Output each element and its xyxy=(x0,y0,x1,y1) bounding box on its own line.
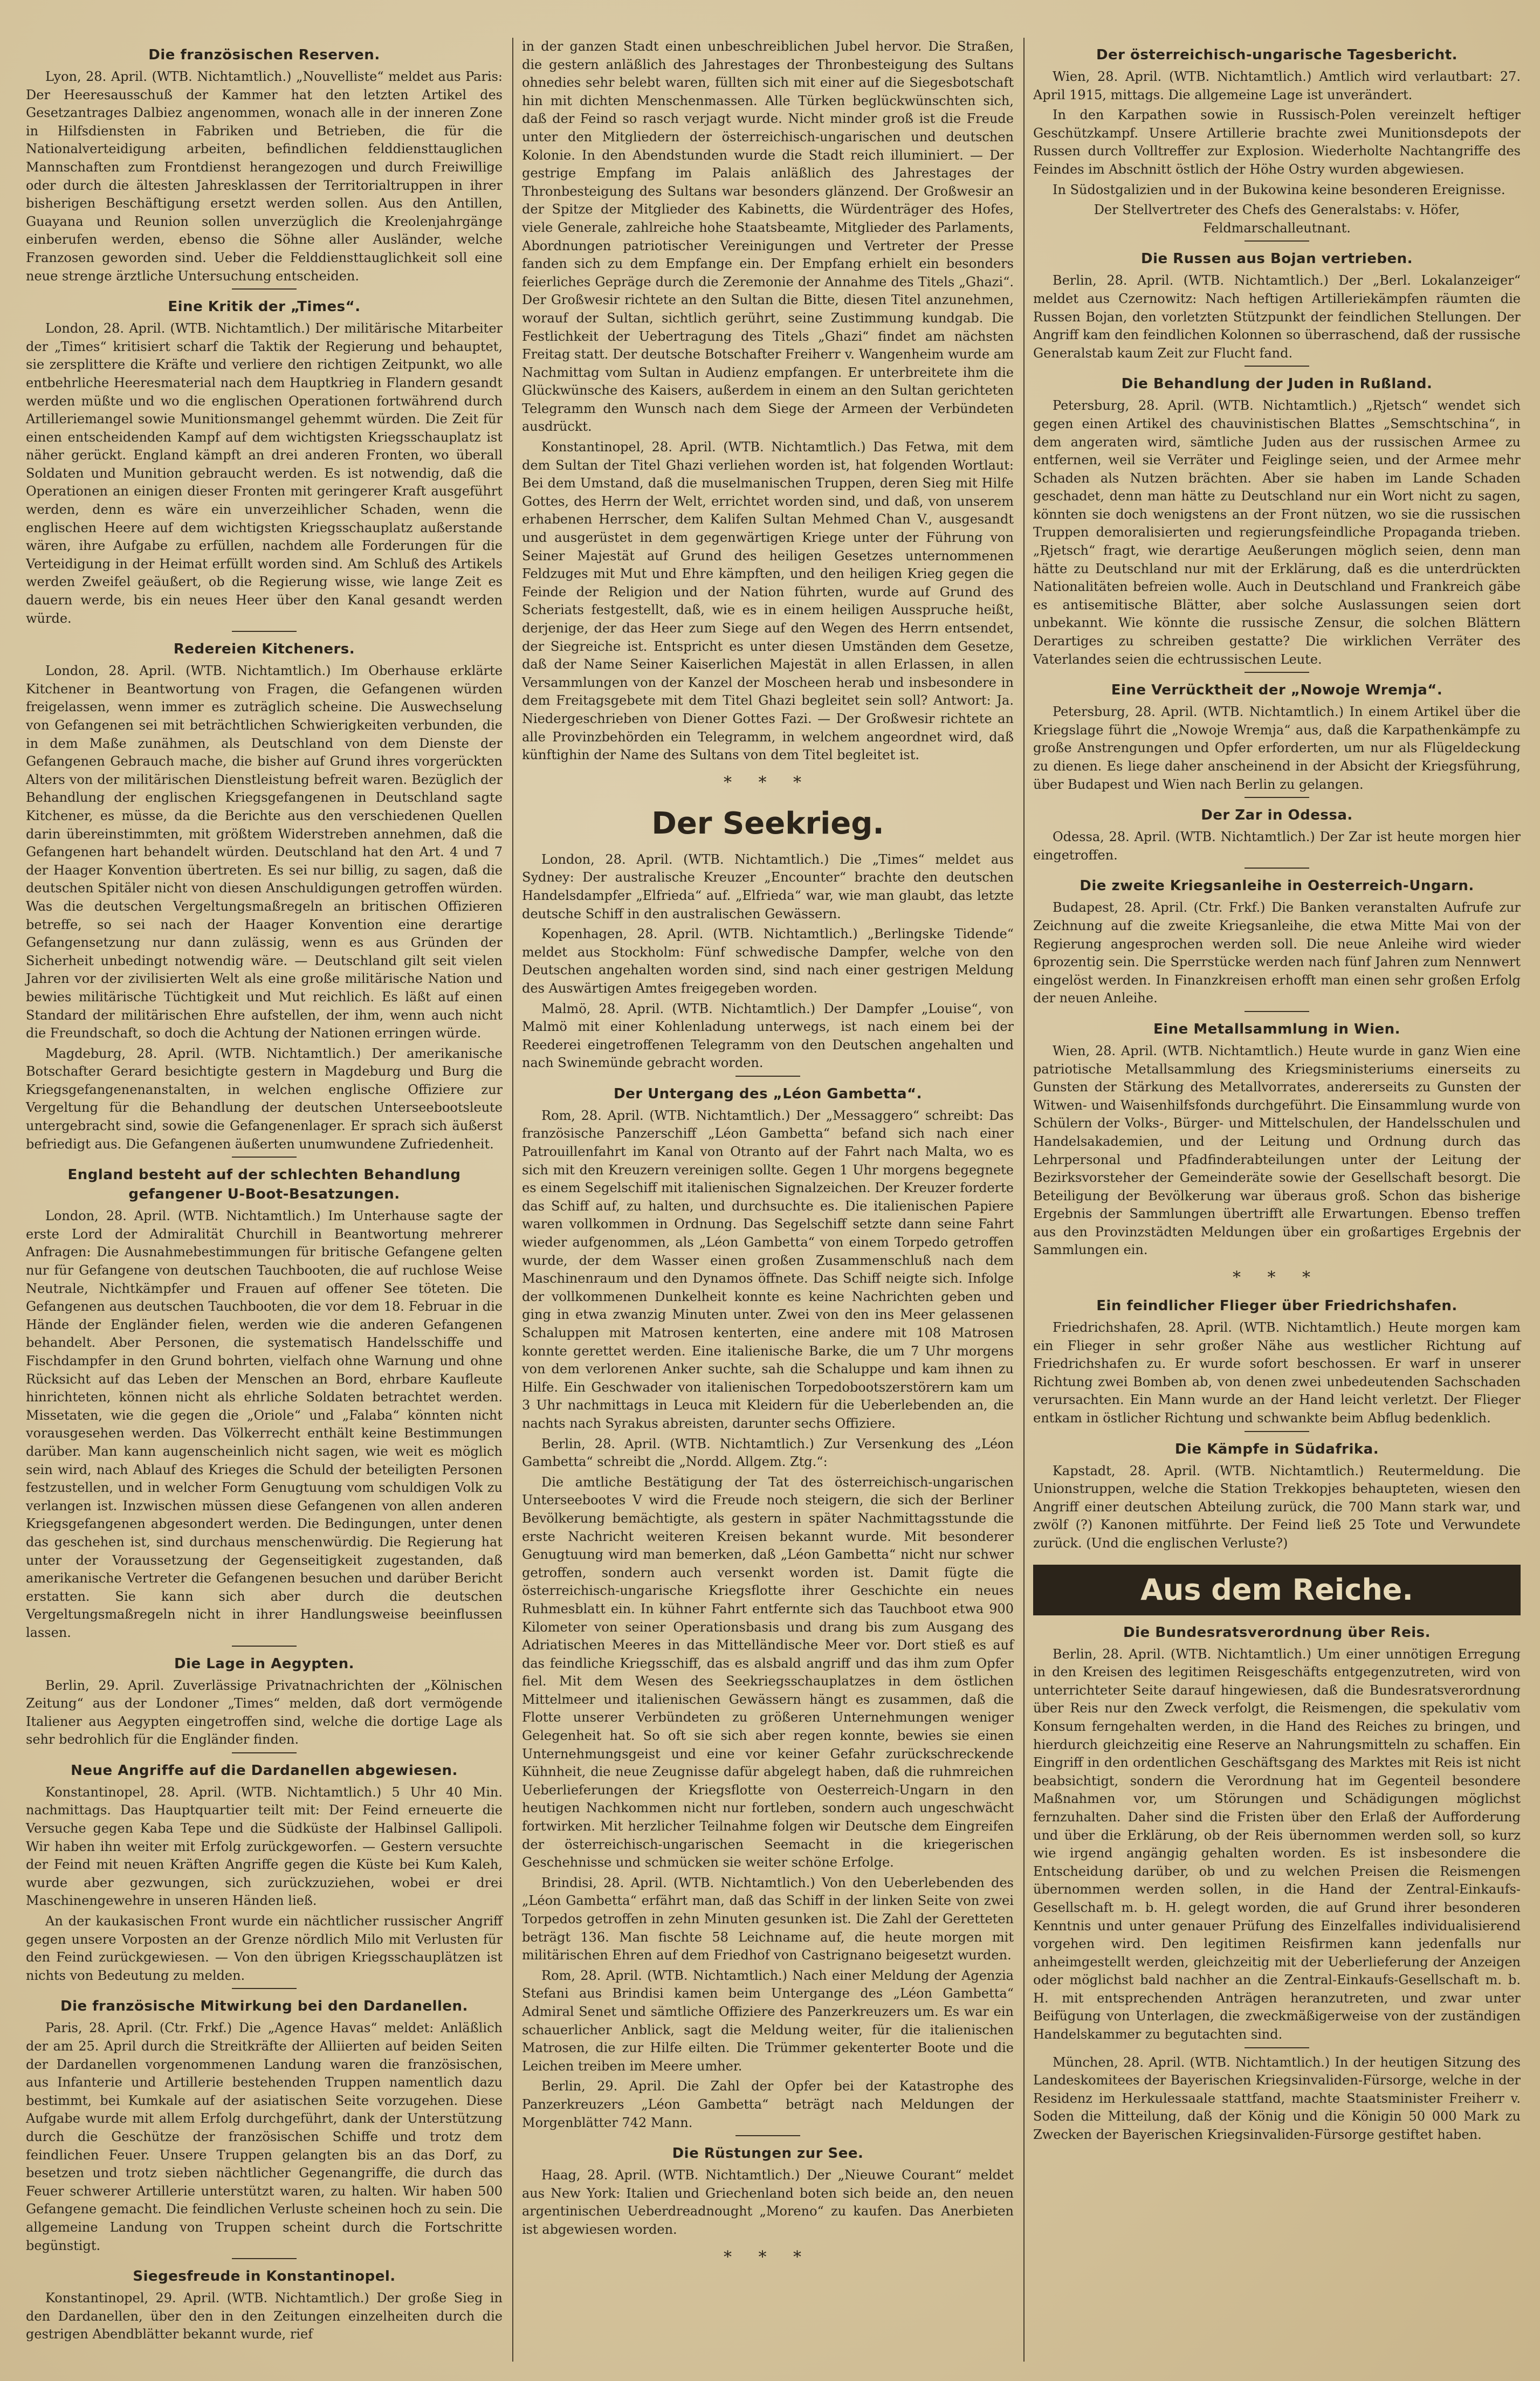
section-divider xyxy=(735,1076,800,1077)
article-heading: Eine Verrücktheit der „Nowoje Wremja“. xyxy=(1111,682,1443,699)
article-paragraph: Berlin, 29. April. Die Zahl der Opfer bei der Katastrophe des Panzerkreuzers „Léon Gambetta“ beträgt nach Meldungen der Morgenblätter 742 Mann. xyxy=(522,2079,1014,2130)
section-divider xyxy=(1245,2047,1309,2048)
article-paragraph: Kapstadt, 28. April. (WTB. Nichtamtlich.) Reutermeldung. Die Unionstruppen, welche die Station Trekkopjes behaupteten, wiesen den Angriff einer deutschen Abteilung zurück, die 700 Mann stark war, und zwölf (?) Kanonen mitführte. Der Feind ließ 25 Tote und Verwundete zurück. (Und die englischen Verluste?) xyxy=(1033,1463,1521,1551)
article-paragraph: in der ganzen Stadt einen unbeschreiblichen Jubel hervor. Die Straßen, die gestern anläßlich des Jahrestages der Thronbesteigung des Sultans ohnedies sehr belebt waren, füllten sich mit einer auf die Siegesbotschaft hin mit dichten Menschenmassen. Alle Türken beglückwünschten sich, daß der Feind so rasch verjagt wurde. Nicht minder groß ist die Freude unter den Mitgliedern der österreichisch-ungarischen und deutschen Kolonie. In den Abendstunden wurde die Stadt reich illuminiert. — Der gestrige Empfang im Palais anläßlich des Jahrestages der Thronbesteigung des Sultans war besonders glänzend. Der Großwesir an der Spitze der Mitglieder des Kabinetts, die Würdenträger des Hofes, viele Generale, zahlreiche hohe Staatsbeamte, Mitglieder des Parlaments, Abordnungen patriotischer Vereinigungen und Vertreter der Presse fanden sich zu dem Empfange ein. Der Empfang erhielt ein besonders feierliches Gepräge durch die Zeremonie der Annahme des Titels „Ghazi“. Der Großwesir richtete an den Sultan die Bitte, diesen Titel anzunehmen, worauf der Sultan, sichtlich gerührt, seine Zustimmung kundgab. Die Festlichkeit der Uebertragung des Titels „Ghazi“ findet am nächsten Freitag statt. Der deutsche Botschafter Freiherr v. Wangenheim wurde am Nachmittag vom Sultan in Audienz empfangen. Er unterbreitete ihm die Glückwünsche des Kaisers, außerdem in einem an den Sultan gerichteten Telegramm den Wunsch nach dem Siege der Armeen der Verbündeten ausdrückt. xyxy=(522,39,1014,435)
article-paragraph: In Südostgalizien und in der Bukowina keine besonderen Ereignisse. xyxy=(1053,182,1505,197)
article-heading: Eine Kritik der „Times“. xyxy=(168,299,361,315)
section-divider xyxy=(1245,1431,1309,1432)
section-title: Der Seekrieg. xyxy=(651,806,884,841)
section-divider xyxy=(1245,672,1309,673)
section-divider xyxy=(1245,868,1309,869)
section-divider xyxy=(232,1157,297,1158)
article-paragraph: München, 28. April. (WTB. Nichtamtlich.) In der heutigen Sitzung des Landeskomitees der Bayerischen Kriegsinvaliden-Fürsorge, welche in der Residenz im Herkulessaale stattfand, machte Staatsminister Freiherr v. Soden die Mitteilung, daß der König und die Königin 50 000 Mark zu Zwecken der Bayerischen Kriegsinvaliden-Fürsorge gestiftet haben. xyxy=(1033,2054,1521,2143)
article-heading: Die französischen Reserven. xyxy=(148,47,380,63)
article-paragraph: London, 28. April. (WTB. Nichtamtlich.) Die „Times“ meldet aus Sydney: Der australische Kreuzer „Encounter“ brachte den deutschen Handelsdampfer „Elfrieda“ auf. „Elfrieda“ war, wie man glaubt, das letzte deutsche Schiff in den australischen Gewässern. xyxy=(522,851,1014,921)
article-heading: Die Russen aus Bojan vertrieben. xyxy=(1141,251,1413,267)
article-heading: Die Behandlung der Juden in Rußland. xyxy=(1121,376,1433,393)
article-paragraph: Die amtliche Bestätigung der Tat des österreichisch-ungarischen Unterseebootes V wird die Freude noch steigern, die sich der Berliner Bevölkerung bemächtigte, als gestern in später Nachmittagsstunde die erste Nachricht weiteren Kreisen bekannt wurde. Mit besonderer Genugtuung wird man bemerken, daß „Léon Gambetta“ nicht nur schwer getroffen, sondern auch versenkt worden ist. Damit fügte die österreichisch-ungarische Kriegsflotte ihrer Geschichte ein neues Ruhmesblatt ein. In kühner Fahrt entfernte sich das Tauchboot etwa 900 Kilometer von seiner Operationsbasis und drang bis zum Ausgang des Adriatischen Meeres in das Mittelländische Meer vor. Dort stieß es auf das feindliche Kriegsschiff, das es alsbald angriff und das ihm zum Opfer fiel. Mit dem Wesen des Seekriegsschauplatzes in dem östlichen Mittelmeer und italienischen Gewässern hängt es zusammen, daß die Flotte unserer Verbündeten zu größeren Unternehmungen weniger Gelegenheit hat. So oft sie sich aber regen konnte, bewies sie einen Unternehmungsgeist und eine vor keiner Gefahr zurückschreckende Kühnheit, die neue Zeugnisse dafür abgelegt haben, daß die ruhmreichen Ueberlieferungen der Kriegsflotte von Oesterreich-Ungarn in den heutigen Nachkommen nicht nur fortleben, sondern auch ungeschwächt fortwirken. Mit herzlicher Teilnahme folgen wir Deutsche dem Eingreifen der österreichisch-ungarischen Seemacht in die kriegerischen Geschehnisse und schmücken sie weiter schöne Erfolge. xyxy=(522,1474,1014,1870)
article-paragraph: Rom, 28. April. (WTB. Nichtamtlich.) Nach einer Meldung der Agenzia Stefani aus Brindisi kamen beim Untergange des „Léon Gambetta“ Admiral Senet und sämtliche Offiziere des Panzerkreuzers um. Es war ein schauerlicher Anblick, sagt die Meldung weiter, für die italienischen Matrosen, die zur Hilfe eilten. Die Trümmer gekenterter Boote und die Leichen treiben im Meere umher. xyxy=(522,1967,1014,2074)
article-paragraph: Berlin, 28. April. (WTB. Nichtamtlich.) Der „Berl. Lokalanzeiger“ meldet aus Czernowitz: Nach heftigen Artilleriekämpfen räumten die Russen Bojan, den vorletzten Stützpunkt der feindlichen Stellungen. Der Angriff kam den feindlichen Kolonnen so überraschend, daß der russische Generalstab kaum Zeit zur Flucht fand. xyxy=(1033,273,1521,361)
article-paragraph: Budapest, 28. April. (Ctr. Frkf.) Die Banken veranstalten Aufrufe zur Zeichnung auf die zweite Kriegsanleihe, die etwa Mitte Mai von der Regierung angesprochen werden soll. Die neue Anleihe wird wieder 6prozentig sein. Die Sperrstücke werden nach fünf Jahren zum Nennwert eingelöst werden. In Finanzkreisen erhofft man einen sehr großen Erfolg der neuen Anleihe. xyxy=(1033,900,1521,1006)
section-divider xyxy=(232,631,297,632)
article-heading: Redereien Kitcheners. xyxy=(173,641,355,658)
article-paragraph: Berlin, 29. April. Zuverlässige Privatnachrichten der „Kölnischen Zeitung“ aus der Londoner „Times“ melden, daß dort vermögende Italiener aus Aegypten eingetroffen sind, welche die dortige Lage als sehr bedrohlich für die Engländer finden. xyxy=(26,1677,503,1747)
article-paragraph: Wien, 28. April. (WTB. Nichtamtlich.) Amtlich wird verlautbart: 27. April 1915, mittags. Die allgemeine Lage ist unverändert. xyxy=(1033,69,1521,102)
section-divider xyxy=(735,2135,800,2136)
article-paragraph: Malmö, 28. April. (WTB. Nichtamtlich.) Der Dampfer „Louise“, von Malmö mit einer Kohlenladung unterwegs, ist nach einem bei der Reederei eingetroffenen Telegramm von den Deutschen angehalten und nach Swinemünde gebracht worden. xyxy=(522,1001,1014,1071)
article-paragraph: An der kaukasischen Front wurde ein nächtlicher russischer Angriff gegen unsere Vorposten an der Grenze nördlich Milo mit Verlusten für den Feind zurückgewiesen. — Von den übrigen Kriegsschauplätzen ist nichts von Bedeutung zu melden. xyxy=(26,1914,503,1983)
article-heading: Ein feindlicher Flieger über Friedrichshafen. xyxy=(1096,1298,1458,1315)
article-heading: Siegesfreude in Konstantinopel. xyxy=(133,2268,396,2285)
article-heading: Die Bundesratsverordnung über Reis. xyxy=(1123,1624,1431,1641)
signature-line: Der Stellvertreter des Chefs des Generalstabs: v. Höfer, Feldmarschalleutnant. xyxy=(1094,202,1460,236)
article-paragraph: London, 28. April. (WTB. Nichtamtlich.) Im Oberhause erklärte Kitchener in Beantwortung von Fragen, die Gefangenen würden freigelassen, wenn immer es zuträglich scheine. Die Auswechselung von Gefangenen sei mit beträchtlichen Schwierigkeiten verbunden, die in dem Maße zunähmen, als Deutschland von dem Dienste der Gefangenen Gebrauch mache, die bisher auf Grund ihres vorgerückten Alters von der militärischen Dienstleistung befreit waren. Bezüglich der Behandlung der englischen Kriegsgefangenen in Deutschland sagte Kitchener, es müsse, da die Berichte aus den verschiedenen Quellen darin übereinstimmten, mit größtem Widerstreben annehmen, daß die Gefangenen hart behandelt würden. Deutschland hat den Art. 4 und 7 der Haager Konvention übertreten. Es sei nur billig, zu sagen, daß die deutschen Spitäler nicht von diesen Anschuldigungen getroffen würden. Was die deutschen Vergeltungsmaßregeln an britischen Offizieren betreffe, so sei nach der Haager Konvention eine derartige Gefangensetzung nur dann zulässig, wenn es aus Gründen der Sicherheit unbedingt notwendig wäre. — Deutschland gilt seit vielen Jahren vor der zivilisierten Welt als eine große militärische Nation und bewies militärische Tüchtigkeit und Mut reichlich. Es läßt auf einen Standard der militärischen Ehre aufstellen, der ihm, wenn auch nicht die Freundschaft, so doch die Achtung der Nationen erringen würde. xyxy=(26,663,503,1041)
article-paragraph: Rom, 28. April. (WTB. Nichtamtlich.) Der „Messaggero“ schreibt: Das französische Panzerschiff „Léon Gambetta“ befand sich nach einer Patrouillenfahrt im Kanal von Otranto auf der Fahrt nach Malta, wo es sich mit den Kreuzern vereinigen sollte. Gegen 1 Uhr morgens begegnete es einem Segelschiff mit italienischen Signalzeichen. Der Kreuzer forderte das Schiff auf, zu halten, und durchsuchte es. Die italienischen Papiere waren vollkommen in Ordnung. Das Segelschiff setzte dann seine Fahrt wieder aufgenommen, als „Léon Gambetta“ von einem Torpedo getroffen wurde, der dem Wasser einen großen Zusammenschluß nach dem Maschinenraum und den Dynamos öffnete. Das Schiff neigte sich. Infolge der vollkommenen Dunkelheit konnte es keine Nachrichten geben und ging in etwa zwanzig Minuten unter. Zwei von den ins Meer gelassenen Schaluppen mit Matrosen kenterten, eine andere mit 108 Matrosen konnte gerettet werden. Eine italienische Barke, die um 7 Uhr morgens von dem verlorenen Anker suchte, sah die Schaluppe und kam ihnen zu Hilfe. Ein Geschwader von italienischen Torpedobootszerstörern kam um 3 Uhr nachmittags in Leuca mit Kleidern für die Ueberlebenden an, die nachts nach Syrakus abreisten, darunter sechs Offiziere. xyxy=(522,1107,1014,1431)
article-heading: Die zweite Kriegsanleihe in Oesterreich-Ungarn. xyxy=(1080,878,1474,894)
article-heading: Die französische Mitwirkung bei den Dardanellen. xyxy=(60,1998,468,2015)
article-paragraph: Berlin, 28. April. (WTB. Nichtamtlich.) Zur Versenkung des „Léon Gambetta“ schreibt die „Nordd. Allgem. Ztg.“: xyxy=(522,1436,1014,1470)
section-divider xyxy=(232,1646,297,1647)
article-heading: Die Kämpfe in Südafrika. xyxy=(1174,1441,1379,1457)
column-rule xyxy=(1023,38,1025,2362)
article-paragraph: Kopenhagen, 28. April. (WTB. Nichtamtlich.) „Berlingske Tidende“ meldet aus Stockholm: Fünf schwedische Dampfer, welche von den Deutschen angehalten worden sind, sind nach einer gestrigen Meldung des Auswärtigen Amtes freigegeben worden. xyxy=(522,926,1014,996)
column-middle xyxy=(518,38,1018,2372)
article-heading: Eine Metallsammlung in Wien. xyxy=(1153,1021,1401,1037)
section-divider xyxy=(232,1988,297,1989)
article-paragraph: Petersburg, 28. April. (WTB. Nichtamtlich.) „Rjetsch“ wendet sich gegen einen Artikel des chauvinistischen Blattes „Semschtschina“, in dem angeraten wird, sämtliche Juden aus der russischen Armee zu entfernen, weil sie Verräter und Feiglinge seien, und der Armee mehr Schaden als Nutzen brächten. Aber sie haben im Lande Schaden geschadet, denn man hätte zu Deutschland nur ein Wort nicht zu sagen, könnten sie doch wenigstens an der Front nützen, wo sie die russischen Truppen demoralisierten und regierungsfeindliche Propaganda trieben. „Rjetsch“ fragt, wie derartige Aeußerungen möglich seien, denn man hätte zu Deutschland nur mit der Erklärung, daß es die unterdrückten Nationalitäten befreien wolle. Auch in Deutschland und Frankreich gäbe es antisemitische Blätter, aber solche Auslassungen seien dort unbekannt. Wie könnte die russische Zensur, die solchen Blättern Derartiges zu schreiben gestatte? Die wirklichen Verräter des Vaterlandes seien die echtrussischen Leute. xyxy=(1033,398,1521,667)
section-divider xyxy=(232,1752,297,1753)
article-paragraph: Haag, 28. April. (WTB. Nichtamtlich.) Der „Nieuwe Courant“ meldet aus New York: Italien und Griechenland boten sich beide an, den neuen argentinischen Ueberdreadnought „Moreno“ zu kaufen. Das Anerbieten ist abgewiesen worden. xyxy=(522,2167,1014,2237)
article-paragraph: Petersburg, 28. April. (WTB. Nichtamtlich.) In einem Artikel über die Kriegslage führt die „Nowoje Wremja“ aus, daß die Karpathenkämpfe zu große Anstrengungen und Opfer erforderten, um nur als Flügeldeckung zu dienen. Es liege daher anscheinend in der Absicht der Kriegsführung, über Budapest und Wien nach Berlin zu gelangen. xyxy=(1033,704,1521,792)
column-right xyxy=(1029,38,1525,2372)
article-paragraph: Odessa, 28. April. (WTB. Nichtamtlich.) Der Zar ist heute morgen hier eingetroffen. xyxy=(1033,829,1521,863)
article-heading: Neue Angriffe auf die Dardanellen abgewiesen. xyxy=(71,1762,458,1779)
article-heading: Der Zar in Odessa. xyxy=(1201,807,1353,824)
article-paragraph: Wien, 28. April. (WTB. Nichtamtlich.) Heute wurde in ganz Wien eine patriotische Metallsammlung des Kriegsministeriums einerseits zu Gunsten der Stärkung des Metallvorrates, andererseits zu Gunsten der Witwen- und Waisenhilfsfonds durchgeführt. Die Einsammlung wurde von Schülern der Volks-, Bürger- und Mittelschulen, der Handelsschulen und Handelsakademien, und der Leitung und Ordnung durch das Lehrpersonal und Pfadfinderabteilungen unter der Leitung der Bezirksvorsteher der Gemeinderäte sowie der Gesellschaft besorgt. Die Beteiligung der Bevölkerung war überaus groß. Schon das bisherige Ergebnis der Sammlungen übertrifft alle Erwartungen. Ebenso treffen aus den Provinzstädten Meldungen über ein großartiges Ergebnis der Sammlungen ein. xyxy=(1033,1043,1521,1258)
section-divider xyxy=(232,2258,297,2259)
article-paragraph: Friedrichshafen, 28. April. (WTB. Nichtamtlich.) Heute morgen kam ein Flieger in sehr großer Nähe aus westlicher Richtung auf Friedrichshafen zu. Er wurde sofort beschossen. Er warf in unserer Richtung zwei Bomben ab, von denen zwei unbedeutenden Sachschaden verursachten. Ein Mann wurde an der Hand leicht verletzt. Der Flieger entkam in östlicher Richtung und schwankte beim Abflug bedenklich. xyxy=(1033,1320,1521,1426)
section-stars: * * * xyxy=(723,2247,813,2267)
article-heading: England besteht auf der schlechten Behandlung gefangener U-Boot-Besatzungen. xyxy=(67,1167,461,1203)
article-heading: Die Rüstungen zur See. xyxy=(672,2145,864,2162)
article-paragraph: London, 28. April. (WTB. Nichtamtlich.) Der militärische Mitarbeiter der „Times“ kritisiert scharf die Taktik der Regierung und behauptet, sie zersplittere die Kräfte und verliere den richtigen Zeitpunkt, wo alle entbehrliche Heeresmaterial nach dem Hauptkrieg in Flandern gesandt werden müßte und wo die englischen Operationen fortwährend durch Artilleriemangel sowie Munitionsmangel gehemmt würden. Die Zeit für einen entscheidenden Kampf auf dem wichtigsten Kriegsschauplatz ist näher gerückt. England kämpft an drei anderen Fronten, wo überall Soldaten und Munition gebraucht werden. Es ist notwendig, daß die Operationen an einigen dieser Fronten mit geringerer Kraft ausgeführt werden, denn es wäre ein unverzeihlicher Schaden, wenn die englischen Heere auf dem wichtigsten Kriegsschauplatz außerstande wären, ihre Aufgabe zu erfüllen, nachdem alle Forderungen für die Verteidigung in der Heimat erfüllt worden sind. Am Schluß des Artikels werden Zweifel geäußert, ob die Regierung wisse, wie lange Zeit es dauern werde, bis ein neues Heer über den Kanal gesandt werden würde. xyxy=(26,321,503,626)
column-left xyxy=(22,38,507,2372)
article-paragraph: Brindisi, 28. April. (WTB. Nichtamtlich.) Von den Ueberlebenden des „Léon Gambetta“ erfährt man, daß das Schiff in der linken Seite von zwei Torpedos getroffen in zehn Minuten gesunken ist. Die Zahl der Geretteten beträgt 136. Man fischte 58 Leichname auf, die heute morgen mit militärischen Ehren auf dem Friedhof von Castrignano beigesetzt wurden. xyxy=(522,1875,1014,1963)
section-banner: Aus dem Reiche. xyxy=(1033,1565,1521,1615)
article-paragraph: Lyon, 28. April. (WTB. Nichtamtlich.) „Nouvelliste“ meldet aus Paris: Der Heeresausschuß der Kammer hat den letzten Artikel des Gesetzantrages Dalbiez angenommen, wonach alle in der inneren Zone in Hilfsdiensten in Fabriken und Betrieben, die für die Nationalverteidigung arbeiten, befindlichen felddiensttauglichen Mannschaften zum Frontdienst herangezogen und durch Freiwillige oder durch die ältesten Jahresklassen der Territorialtruppen in ihrer bisherigen Beschäftigung ersetzt werden sollen. Aus den Antillen, Guayana und Reunion sollen unverzüglich die Kreolenjahrgänge einberufen werden, ebenso die Söhne aller Ausländer, welche Franzosen geworden sind. Ueber die Felddiensttauglichkeit soll eine neue strenge ärztliche Untersuchung entscheiden. xyxy=(26,69,503,284)
article-paragraph: London, 28. April. (WTB. Nichtamtlich.) Im Unterhause sagte der erste Lord der Admiralität Churchill in Beantwortung mehrerer Anfragen: Die Ausnahmebestimmungen für britische Gefangene gelten nur für Gefangene von deutschen Tauchbooten, die auf ruchlose Weise Neutrale, Nichtkämpfer und Frauen auf offener See töteten. Die Gefangenen aus deutschen Tauchbooten, die vor dem 18. Februar in die Hände der Engländer fielen, werden wie die anderen Gefangenen behandelt. Aber Personen, die systematisch Handelsschiffe und Fischdampfer in den Grund bohrten, vielfach ohne Warnung und ohne Rücksicht auf das Leben der Menschen an Bord, ehrbare Kaufleute hinrichteten, können nicht als ehrliche Soldaten betrachtet werden. Missetaten, wie die gegen die „Oriole“ und „Falaba“ könnten nicht vorausgesehen werden. Das Völkerrecht enthält keine Bestimmungen darüber. Man kann augenscheinlich nicht sagen, wie weit es möglich sein wird, nach Ablauf des Krieges die Schuld der beteiligten Personen festzustellen, und in welcher Form Genugtuung vom schuldigen Volk zu verlangen ist. Inzwischen müssen diese Gefangenen von allen anderen Kriegsgefangenen abgesondert werden. Die Bedingungen, unter denen das geschehen ist, sind durchaus menschenwürdig. Die Regierung hat unter der Voraussetzung der Gegenseitigkeit zugestanden, daß amerikanische Vertreter die Gefangenen besuchen und darüber Bericht erstatten. Sie kann sich aber durch die deutschen Vergeltungsmaßregeln nicht in ihrer Handlungsweise beeinflussen lassen. xyxy=(26,1208,503,1640)
article-paragraph: Berlin, 28. April. (WTB. Nichtamtlich.) Um einer unnötigen Erregung in den Kreisen des legitimen Reisgeschäfts entgegenzutreten, wird von unterrichteter Seite darauf hingewiesen, daß die Bundesratsverordnung über Reis nur den Zweck verfolgt, die Reismengen, die spekulativ vom Konsum ferngehalten werden, in die Hand des Reiches zu bringen, und hierdurch gleichzeitig eine Reserve an Nahrungsmitteln zu schaffen. Ein Eingriff in den ordentlichen Geschäftsgang des Marktes mit Reis ist nicht beabsichtigt, sondern die Verordnung hat im Gegenteil besondere Maßnahmen vor, um Störungen und Schädigungen möglichst fernzuhalten. Daher sind die Fristen über den Erlaß der Aufforderung und über die Erklärung, ob der Reis übernommen werden soll, so kurz wie irgend angängig gehalten worden. Es ist insbesondere die Entscheidung darüber, ob und zu welchen Preisen die Reismengen übernommen werden sollen, in die Hand der Zentral-Einkaufs-Gesellschaft m. b. H. gelegt worden, die auf Grund ihrer besonderen Kenntnis und unter genauer Prüfung des Einzelfalles individualisierend vorgehen wird. Den legitimen Reisfirmen kann jedenfalls nur anheimgestellt werden, gleichzeitig mit der Ueberlieferung der Anzeigen oder möglichst bald nachher an die Zentral-Einkaufs-Gesellschaft m. b. H. mit entsprechenden Anträgen heranzutreten, und zwar unter Beifügung von Unterlagen, die zweckmäßigerweise von der zuständigen Handelskammer zu begutachten sind. xyxy=(1033,1646,1521,2042)
article-paragraph: Konstantinopel, 28. April. (WTB. Nichtamtlich.) 5 Uhr 40 Min. nachmittags. Das Hauptquartier teilt mit: Der Feind erneuerte die Versuche gegen Kaba Tepe und die Südküste der Halbinsel Gallipoli. Wir haben ihn weiter mit Erfolg zurückgeworfen. — Gestern versuchte der Feind mit neuen Kräften Angriffe gegen die Küste bei Kum Kaleh, wurde aber gezwungen, sich zurückzuziehen, wobei er drei Maschinengewehre in unseren Händen ließ. xyxy=(26,1784,503,1909)
column-rule xyxy=(512,38,513,2362)
article-paragraph: Magdeburg, 28. April. (WTB. Nichtamtlich.) Der amerikanische Botschafter Gerard besichtigte gestern in Magdeburg und Burg die Kriegsgefangenenanstalten, in welchen englische Offiziere zur Vergeltung für die Behandlung der deutschen Unterseebootsleute untergebracht sind, sowie die Gefangenenlager. Er sprach sich äußerst befriedigt aus. Die Gefangenen äußerten unumwundene Zufriedenheit. xyxy=(26,1045,503,1152)
article-heading: Die Lage in Aegypten. xyxy=(174,1655,354,1672)
article-heading: Der österreichisch-ungarische Tagesbericht. xyxy=(1096,47,1458,63)
article-heading: Der Untergang des „Léon Gambetta“. xyxy=(613,1085,922,1102)
section-stars: * * * xyxy=(723,773,813,792)
section-stars: * * * xyxy=(1232,1268,1322,1288)
section-divider xyxy=(1245,1011,1309,1012)
article-paragraph: In den Karpathen sowie in Russisch-Polen vereinzelt heftiger Geschützkampf. Unsere Artillerie brachte zwei Munitionsdepots der Russen durch Volltreffer zur Explosion. Wiederholte Nachtangriffe des Feindes im Abschnitt östlich der Höhe Ostry wurden abgewiesen. xyxy=(1033,107,1521,177)
section-divider xyxy=(1245,366,1309,367)
article-paragraph: Konstantinopel, 29. April. (WTB. Nichtamtlich.) Der große Sieg in den Dardanellen, über den in den Zeitungen einzelheiten durch die gestrigen Abendblätter bekannt wurde, rief xyxy=(26,2290,503,2342)
section-divider xyxy=(232,288,297,290)
article-paragraph: Konstantinopel, 28. April. (WTB. Nichtamtlich.) Das Fetwa, mit dem dem Sultan der Titel Ghazi verliehen worden ist, hat folgenden Wortlaut: Bei dem Umstand, daß die muselmanischen Truppen, deren Sieg mit Hilfe Gottes, des Herrn der Welt, errichtet worden sind, und daß, von unserem erhabenen Herrscher, dem Kalifen Sultan Mehmed Chan V., ausgesandt und ausgerüstet in dem gegenwärtigen Kriege unter der Führung von Seiner Majestät auf Grund des heiligen Gesetzes unternommenen Feldzuges mit Mut und Ehre kämpften, und den heiligen Krieg gegen die Feinde der Religion und der Nation führten, wurde auf Grund des Scheriats festgestellt, daß, wie es in einem heiligen Ausspruche heißt, derjenige, der das Heer zum Siege auf den Wegen des Herrn entsendet, der Siegreiche ist. Entspricht es unter diesen Umständen dem Gesetze, daß der Name Seiner Kaiserlichen Majestät in allen Erlassen, in allen Versammlungen von der Kanzel der Moscheen herab und insbesondere in dem Freitagsgebete mit dem Titel Ghazi begleitet sein soll? Antwort: Ja. Niedergeschrieben von Diener Gottes Fazi. — Der Großwesir richtete an alle Provinzbehörden ein Telegramm, in welchem angeordnet wird, daß künftighin der Name des Sultans von dem Titel begleitet ist. xyxy=(522,439,1014,763)
article-paragraph: Paris, 28. April. (Ctr. Frkf.) Die „Agence Havas“ meldet: Anläßlich der am 25. April durch die Streitkräfte der Alliierten auf beiden Seiten der Dardanellen vorgenommenen Landung waren die französischen, aus Infanterie und Artillerie bestehenden Truppen namentlich dazu bestimmt, bei Kumkale auf der asiatischen Seite vorzugehen. Diese Aufgabe wurde mit allem Erfolg durchgeführt, dank der Unterstützung durch die Geschütze der französischen Schiffe und trotz dem feindlichen Feuer. Unsere Truppen gelangten bis an das Dorf, zu besetzen und trotz sieben nächtlicher Gegenangriffe, die durch das Feuer schwerer Artillerie unterstützt waren, zu halten. Wir haben 500 Gefangene gemacht. Die feindlichen Verluste scheinen hoch zu sein. Die allgemeine Landung von Truppen scheint durch die Fortschritte begünstigt. xyxy=(26,2020,503,2253)
section-divider xyxy=(1245,240,1309,242)
section-divider xyxy=(1245,797,1309,798)
